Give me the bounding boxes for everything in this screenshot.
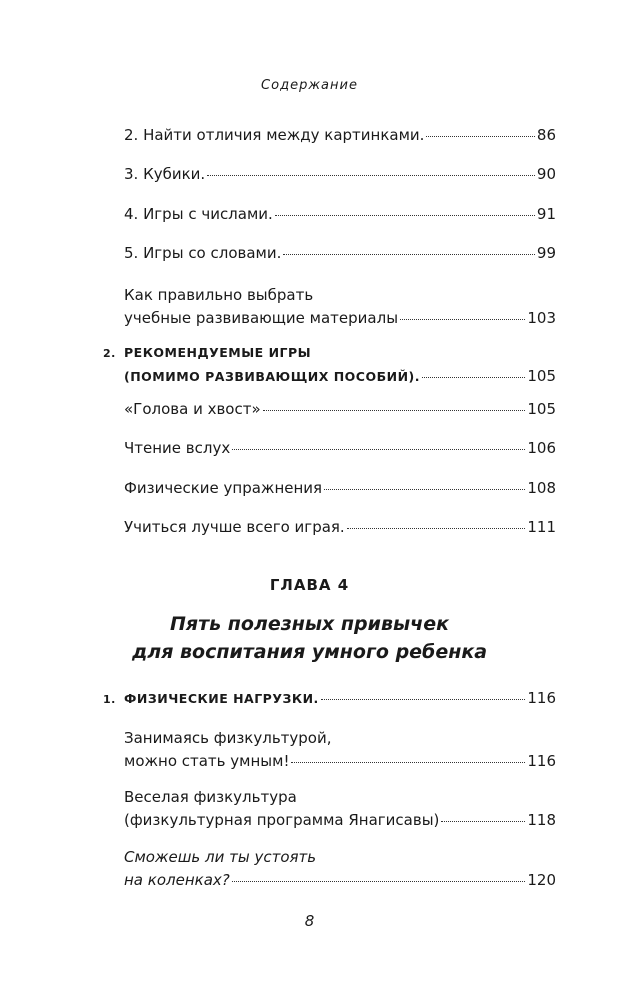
- dot-leader: [324, 489, 525, 490]
- toc-entry-title: «Голова и хвост»: [124, 400, 261, 418]
- toc-entry-title-line1: Как правильно выбрать: [124, 286, 314, 304]
- toc-entry-title-line1: Занимаясь физкультурой,: [124, 729, 332, 747]
- toc-entry[interactable]: [124, 242, 556, 265]
- toc-entry-title: 2. Найти отличия между картинками.: [124, 126, 425, 144]
- toc-entry-page: 99: [536, 244, 556, 262]
- toc-entry-page: 116: [527, 689, 556, 707]
- toc-entry[interactable]: [124, 516, 556, 539]
- toc-entry-title: Учиться лучше всего играя.: [124, 518, 345, 536]
- dot-leader: [275, 215, 535, 216]
- section-number: 1.: [103, 693, 116, 706]
- toc-entry-page: 105: [527, 400, 556, 418]
- toc-entry-page: 90: [536, 165, 556, 183]
- dot-leader: [263, 410, 526, 411]
- toc-entry[interactable]: [124, 786, 556, 832]
- toc-entry[interactable]: [124, 398, 556, 421]
- toc-entry-title: 3. Кубики.: [124, 165, 206, 183]
- toc-entry-page: 106: [527, 439, 556, 457]
- toc-entry[interactable]: [124, 846, 556, 892]
- toc-entry-title-line2: на коленках?: [124, 871, 230, 889]
- section-title-line1: РЕКОМЕНДУЕМЫЕ ИГРЫ: [124, 345, 312, 360]
- chapter-title: [0, 610, 619, 666]
- toc-entry-page: 108: [527, 479, 556, 497]
- toc-entry-title-line2: (физкультурная программа Янагисавы): [124, 811, 440, 829]
- dot-leader: [321, 699, 526, 700]
- chapter-title-line1: Пять полезных привычек: [169, 613, 450, 635]
- toc-entry-page: 91: [536, 205, 556, 223]
- toc-entry-title: 5. Игры со словами.: [124, 244, 282, 262]
- toc-section-1[interactable]: [103, 687, 556, 711]
- toc-entry-page: 116: [527, 752, 556, 770]
- toc-entry[interactable]: [124, 727, 556, 773]
- section-title: ФИЗИЧЕСКИЕ НАГРУЗКИ.: [124, 691, 319, 706]
- toc-entry[interactable]: [124, 203, 556, 226]
- running-head: Содержание: [261, 78, 358, 93]
- dot-leader: [426, 136, 534, 137]
- dot-leader: [232, 449, 525, 450]
- dot-leader: [400, 319, 525, 320]
- toc-entry[interactable]: [124, 477, 556, 500]
- chapter-label: ГЛАВА 4: [269, 576, 350, 594]
- toc-entry-page: 118: [527, 811, 556, 829]
- dot-leader: [207, 175, 535, 176]
- page-number: 8: [304, 912, 315, 930]
- chapter-title-line2: для воспитания умного ребенка: [131, 641, 488, 663]
- toc-entry[interactable]: [124, 124, 556, 147]
- section-number: 2.: [103, 347, 116, 360]
- toc-entry-page: 86: [536, 126, 556, 144]
- toc-entry[interactable]: [124, 437, 556, 460]
- toc-entry-title: Физические упражнения: [124, 479, 323, 497]
- dot-leader: [232, 881, 526, 882]
- dot-leader: [347, 528, 526, 529]
- dot-leader: [291, 762, 525, 763]
- dot-leader: [422, 377, 525, 378]
- toc-entry-title: 4. Игры с числами.: [124, 205, 273, 223]
- toc-entry-materials[interactable]: [124, 284, 556, 330]
- toc-entry-page: 103: [527, 309, 556, 327]
- toc-entry[interactable]: [124, 163, 556, 186]
- dot-leader: [283, 254, 535, 255]
- toc-entry-page: 111: [527, 518, 556, 536]
- toc-section-2[interactable]: [103, 341, 556, 388]
- toc-entry-page: 120: [527, 871, 556, 889]
- section-title-line2: (ПОМИМО РАЗВИВАЮЩИХ ПОСОБИЙ).: [124, 369, 421, 384]
- toc-entry-page: 105: [527, 367, 556, 385]
- toc-entry-title-line2: можно стать умным!: [124, 752, 290, 770]
- toc-entry-title: Чтение вслух: [124, 439, 231, 457]
- toc-entry-title-line2: учебные развивающие материалы: [124, 309, 399, 327]
- dot-leader: [441, 821, 525, 822]
- toc-entry-title-line1: Сможешь ли ты устоять: [124, 848, 317, 866]
- toc-entry-title-line1: Веселая физкультура: [124, 788, 297, 806]
